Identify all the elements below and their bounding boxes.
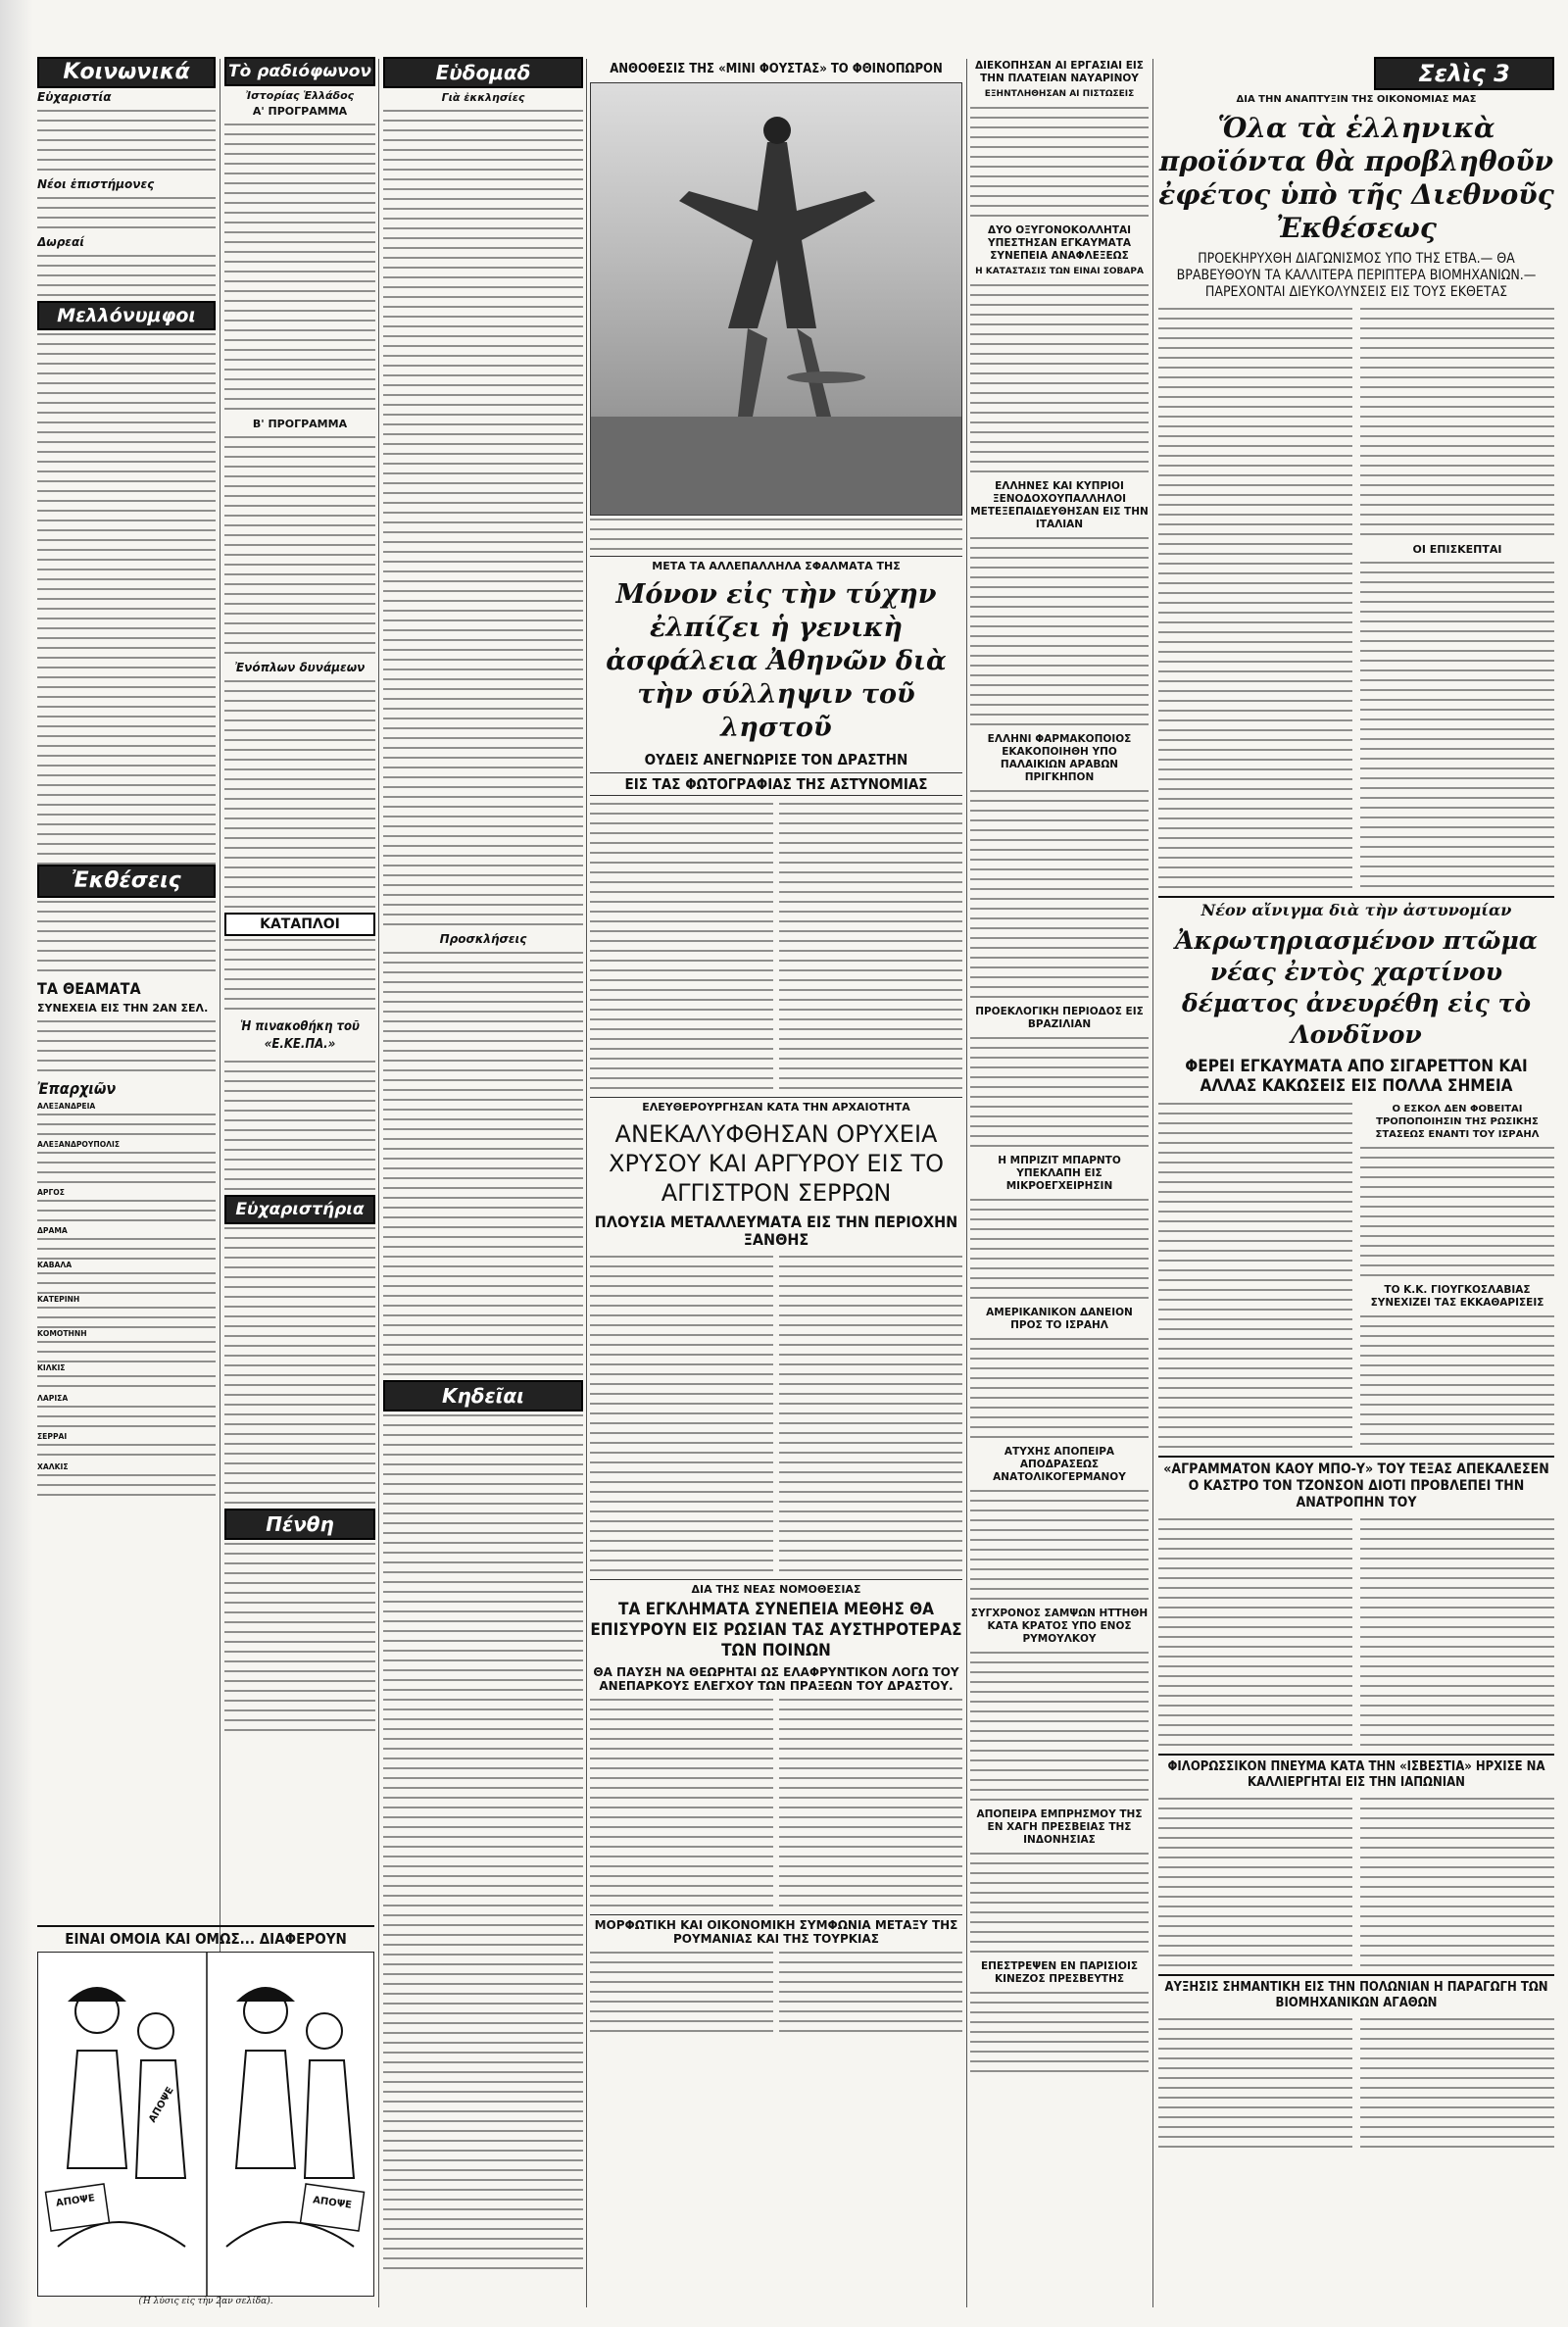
city-label: ΛΑΡΙΣΑ [37, 1394, 69, 1403]
city-label: ΑΡΓΟΣ [37, 1188, 65, 1197]
cartoon-sign: ΑΠΟΨΕ [55, 2193, 96, 2209]
subheading-program-a: Α' ΠΡΟΓΡΑΜΜΑ [252, 105, 348, 118]
section-banner-radio: Τὸ ραδιόφωνον [224, 57, 375, 86]
fashion-photo [590, 82, 962, 516]
section-banner-exhibitions: Ἐκθέσεις [37, 865, 216, 898]
province-list [37, 1102, 216, 1501]
headline-poland: ΑΥΞΗΣΙΣ ΣΗΜΑΝΤΙΚΗ ΕΙΣ ΤΗΝ ΠΟΛΩΝΙΑΝ Η ΠΑΡΑΓΩΓΗ ΤΩΝ ΒΙΟΜΗΧΑΝΙΚΩΝ ΑΓΑΘΩΝ [1164, 1980, 1548, 2010]
city-label: ΣΕΡΡΑΙ [37, 1432, 68, 1441]
law-body [590, 1696, 962, 1911]
brief-headline: ΑΠΟΠΕΙΡΑ ΕΜΠΡΗΣΜΟΥ ΤΗΣ ΕΝ ΧΑΓΗ ΠΡΕΣΒΕΙΑΣ ΤΗΣ ΙΝΔΟΝΗΣΙΑΣ [976, 1808, 1143, 1846]
deck-mines: ΠΛΟΥΣΙΑ ΜΕΤΑΛΛΕΥΜΑΤΑ ΕΙΣ ΤΗΝ ΠΕΡΙΟΧΗΝ ΞΑΝΘΗΣ [594, 1213, 958, 1249]
subheading-program-b: Β' ΠΡΟΓΡΑΜΜΑ [252, 418, 348, 430]
cartoon-block [37, 1921, 374, 2313]
column-rule [586, 59, 587, 2307]
photo-figure [591, 83, 962, 515]
brief-headline: ΕΛΛΗΝΙ ΦΑΡΜΑΚΟΠΟΙΟΣ ΕΚΑΚΟΠΟΙΗΘΗ ΥΠΟ ΠΑΛΑΙΚΙΩΝ ΑΡΑΒΩΝ ΠΡΙΓΚΗΠΟΝ [987, 733, 1132, 783]
subheading-invitations: Προσκλήσεις [439, 932, 527, 946]
column-lead [1158, 57, 1554, 2311]
subheading-continued: ΣΥΝΕΧΕΙΑ ΕΙΣ ΤΗΝ 2ΑΝ ΣΕΛ. [37, 1002, 209, 1015]
deck-economy: ΠΡΟΕΚΗΡΥΧΘΗ ΔΙΑΓΩΝΙΣΜΟΣ ΥΠΟ ΤΗΣ ΕΤΒΑ.— ΘΑ ΒΡΑΒΕΥΘΟΥΝ ΤΑ ΚΑΛΛΙΤΕΡΑ ΠΕΡΙΠΤΕΡΑ ΒΙΟΜΗΧΑΝΙΩΝ.— ΠΑΡΕΧΟΝΤΑΙ ΔΙΕΥΚΟΛΥΝΣΕΙΣ ΕΙΣ ΤΟΥΣ ΕΚΘΕΤΑΣ [1176, 251, 1537, 300]
headline-london: Ἀκρωτηριασμένον πτῶμα νέας ἐντὸς χαρτίνου δέματος ἀνευρέθη εἰς τὸ Λονδῖνον [1175, 926, 1538, 1049]
page-gutter [0, 0, 33, 2327]
brief-headline: ΕΛΛΗΝΕΣ ΚΑΙ ΚΥΠΡΙΟΙ ΞΕΝΟΔΟΧΟΥΠΑΛΛΗΛΟΙ ΜΕΤΕΞΕΠΑΙΔΕΥΘΗΣΑΝ ΕΙΣ ΤΗΝ ΙΤΑΛΙΑΝ [970, 480, 1149, 530]
city-label: ΚΟΜΟΤΗΝΗ [37, 1329, 87, 1338]
subheading-provinces: Ἐπαρχιῶν [37, 1079, 117, 1098]
city-label: ΑΛΕΞΑΝΔΡΕΙΑ [37, 1102, 96, 1111]
mines-body [590, 1253, 962, 1576]
subheading-young-scientists: Νέοι ἐπιστήμονες [37, 177, 155, 191]
brief-headline: ΕΠΕΣΤΡΕΨΕΝ ΕΝ ΠΑΡΙΣΙΟΙΣ ΚΙΝΕΖΟΣ ΠΡΕΣΒΕΥΤΗΣ [980, 1960, 1139, 1985]
brief-subhead: ΕΞΗΝΤΛΗΘΗΣΑΝ ΑΙ ΠΙΣΤΩΣΕΙΣ [984, 89, 1135, 99]
cartoon-title: ΕΙΝΑΙ ΟΜΟΙΑ ΚΑΙ ΟΜΩΣ... ΔΙΑΦΕΡΟΥΝ [37, 1925, 374, 1948]
section-banner-thankyou: Εὐχαριστήρια [224, 1195, 375, 1224]
city-label: ΚΑΤΕΡΙΝΗ [37, 1295, 80, 1304]
section-banner-funerals: Κηδεῖαι [383, 1380, 583, 1411]
cartoon-drawing [38, 1953, 374, 2296]
headline-mines: ΑΝΕΚΑΛΥΦΘΗΣΑΝ ΟΡΥΧΕΙΑ ΧΡΥΣΟΥ ΚΑΙ ΑΡΓΥΡΟΥ ΕΙΣ ΤΟ ΑΓΓΙΣΤΡΟΝ ΣΕΡΡΩΝ [609, 1120, 944, 1207]
section-banner-mourning: Πένθη [224, 1509, 375, 1540]
subheading-thanks: Εὐχαριστία [37, 90, 112, 104]
subheading-gallery: Ἡ πινακοθήκη τοῦ «Ε.ΚΕ.ΠΑ.» [240, 1019, 360, 1052]
kicker-robbery: ΜΕΤΑ ΤΑ ΑΛΛΕΠΑΛΛΗΛΑ ΣΦΑΛΜΑΤΑ ΤΗΣ [652, 560, 901, 572]
brief-subhead: Η ΚΑΤΑΣΤΑΣΙΣ ΤΩΝ ΕΙΝΑΙ ΣΟΒΑΡΑ [975, 267, 1144, 276]
city-label: ΚΑΒΑΛΑ [37, 1261, 73, 1269]
brief-headline: ΑΜΕΡΙΚΑΝΙΚΟΝ ΔΑΝΕΙΟΝ ΠΡΟΣ ΤΟ ΙΣΡΑΗΛ [986, 1307, 1133, 1331]
cartoon-sign: ΑΠΟΨΕ [312, 2195, 353, 2211]
page-number-tab: Σελὶς 3 [1374, 57, 1554, 90]
brief-headline: ΑΤΥΧΗΣ ΑΠΟΠΕΙΡΑ ΑΠΟΔΡΑΣΕΩΣ ΑΝΑΤΟΛΙΚΟΓΕΡΜΑΝΟΥ [993, 1446, 1126, 1483]
column-social [37, 57, 216, 1929]
column-weekly [383, 57, 583, 2311]
london-body [1158, 1100, 1554, 1453]
subheading-visitors: ΟΙ ΕΠΙΣΚΕΠΤΑΙ [1412, 543, 1502, 556]
subheading-theatres: ΤΑ ΘΕΑΜΑΤΑ [37, 979, 141, 998]
castro-body [1158, 1515, 1554, 1751]
brief-headline: ΣΥΓΧΡΟΝΟΣ ΣΑΜΨΩΝ ΗΤΤΗΘΗ ΚΑΤΑ ΚΡΑΤΟΣ ΥΠΟ ΕΝΟΣ ΡΥΜΟΥΛΚΟΥ [970, 1608, 1149, 1645]
photo-title: ΑΝΘΟΘΕΣΙΣ ΤΗΣ «ΜΙΝΙ ΦΟΥΣΤΑΣ» ΤΟ ΦΘΙΝΟΠΩΡΟΝ [610, 62, 943, 76]
deck-robbery-1: ΟΥΔΕΙΣ ΑΝΕΓΝΩΡΙΣΕ ΤΟΝ ΔΡΑΣΤΗΝ [644, 751, 908, 768]
section-banner-social: Κοινωνικά [37, 57, 216, 88]
city-label: ΔΡΑΜΑ [37, 1226, 68, 1235]
subheading-churches: Γιὰ ἐκκλησίες [441, 91, 525, 104]
side-headline: ΤΟ Κ.Κ. ΓΙΟΥΓΚΟΣΛΑΒΙΑΣ ΣΥΝΕΧΙΖΕΙ ΤΑΣ ΕΚΚΑΘΑΡΙΣΕΙΣ [1370, 1284, 1544, 1309]
subheading-donations: Δωρεαί [37, 235, 84, 249]
cartoon-sign: ΑΠΟΨΕ [147, 2085, 176, 2125]
kicker-mines: ΕΛΕΥΘΕΡΟΥΡΓΗΣΑΝ ΚΑΤΑ ΤΗΝ ΑΡΧΑΙΟΤΗΤΑ [642, 1101, 910, 1114]
brief-headline: ΔΙΕΚΟΠΗΣΑΝ ΑΙ ΕΡΓΑΣΙΑΙ ΕΙΣ ΤΗΝ ΠΛΑΤΕΙΑΝ ΝΑΥΑΡΙΝΟΥ [975, 60, 1144, 84]
headline-robbery: Μόνον εἰς τὴν τύχην ἐλπίζει ἡ γενικὴ ἀσφάλεια Ἀθηνῶν διὰ τὴν σύλληψιν τοῦ ληστοῦ [606, 579, 947, 743]
kicker-economy: ΔΙΑ ΤΗΝ ΑΝΑΠΤΥΞΙΝ ΤΗΣ ΟΙΚΟΝΟΜΙΑΣ ΜΑΣ [1236, 94, 1477, 105]
romania-body [590, 1949, 962, 2037]
economy-body [1158, 305, 1554, 893]
column-rule [378, 59, 379, 2307]
brief-headline: ΠΡΟΕΚΛΟΓΙΚΗ ΠΕΡΙΟΔΟΣ ΕΙΣ ΒΡΑΖΙΛΙΑΝ [975, 1006, 1144, 1030]
deck-robbery-2: ΕΙΣ ΤΑΣ ΦΩΤΟΓΡΑΦΙΑΣ ΤΗΣ ΑΣΤΥΝΟΜΙΑΣ [590, 772, 962, 796]
column-rule [966, 59, 967, 2307]
page-tab-row [1158, 57, 1554, 90]
section-banner-arrivals: ΚΑΤΑΠΛΟΙ [224, 913, 375, 936]
headline-castro: «ΑΓΡΑΜΜΑΤΟΝ ΚΑΟΥ ΜΠΟ-Υ» ΤΟΥ ΤΕΞΑΣ ΑΠΕΚΑΛΕΣΕΝ Ο ΚΑΣΤΡΟ ΤΟΝ ΤΖΟΝΣΟΝ ΔΙΟΤΙ ΠΡΟΒΛΕΠΕΙ ΤΗΝ ΑΝΑΤΡΟΠΗΝ ΤΟΥ [1163, 1461, 1549, 1510]
column-briefs [970, 57, 1149, 2311]
city-label: ΑΛΕΞΑΝΔΡΟΥΠΟΛΙΣ [37, 1140, 121, 1149]
cartoon-caption: (Ἡ λύσις εἰς τὴν 2αν σελίδα). [138, 2297, 273, 2306]
brief-headline: Η ΜΠΡΙΖΙΤ ΜΠΑΡΝΤΟ ΥΠΕΚΛΑΠΗ ΕΙΣ ΜΙΚΡΟΕΓΧΕΙΡΗΣΙΝ [998, 1155, 1121, 1192]
headline-economy: Ὅλα τὰ ἑλληνικὰ προϊόντα θὰ προβληθοῦν ἐφέτος ὑπὸ τῆς Διεθνοῦς Ἐκθέσεως [1158, 112, 1554, 244]
city-label: ΚΙΛΚΙΣ [37, 1363, 66, 1372]
side-headline: Ο ΕΣΚΟΛ ΔΕΝ ΦΟΒΕΙΤΑΙ ΤΡΟΠΟΠΟΙΗΣΙΝ ΤΗΣ ΡΩΣΙΚΗΣ ΣΤΑΣΕΩΣ ΕΝΑΝΤΙ ΤΟΥ ΙΣΡΑΗΛ [1375, 1104, 1540, 1140]
subheading-armed-forces: Ἐνόπλων δυνάμεων [234, 661, 366, 674]
cartoon-panels [37, 1952, 374, 2297]
city-label: ΧΑΛΚΙΣ [37, 1462, 69, 1471]
section-banner-engaged: Μελλόνυμφοι [37, 301, 216, 330]
poland-body [1158, 2015, 1554, 2153]
brief-headline: ΔΥΟ ΟΞΥΓΟΝΟΚΟΛΛΗΤΑΙ ΥΠΕΣΤΗΣΑΝ ΕΓΚΑΥΜΑΤΑ ΣΥΝΕΠΕΙΑ ΑΝΑΦΛΕΞΕΩΣ [987, 224, 1132, 262]
deck-london: ΦΕΡΕΙ ΕΓΚΑΥΜΑΤΑ ΑΠΟ ΣΙΓΑΡΕΤΤΟΝ ΚΑΙ ΑΛΛΑΣ ΚΑΚΩΣΕΙΣ ΕΙΣ ΠΟΛΛΑ ΣΗΜΕΙΑ [1185, 1057, 1528, 1096]
section-banner-weekly: Εὑδομαδ [383, 57, 583, 88]
column-rule [1152, 59, 1153, 2307]
column-radio [224, 57, 375, 1929]
kicker-law: ΔΙΑ ΤΗΣ ΝΕΑΣ ΝΟΜΟΘΕΣΙΑΣ [691, 1583, 861, 1596]
deck-law: ΘΑ ΠΑΥΣΗ ΝΑ ΘΕΩΡΗΤΑΙ ΩΣ ΕΛΑΦΡΥΝΤΙΚΟΝ ΛΟΓΩ ΤΟΥ ΑΝΕΠΑΡΚΟΥΣ ΕΛΕΓΧΟΥ ΤΩΝ ΠΡΑΞΕΩΝ ΤΟΥ ΔΡΑΣΤΟΥ. [593, 1665, 959, 1693]
subheading-history: Ἰστορίας Ἑλλάδος [245, 89, 355, 102]
headline-romania: ΜΟΡΦΩΤΙΚΗ ΚΑΙ ΟΙΚΟΝΟΜΙΚΗ ΣΥΜΦΩΝΙΑ ΜΕΤΑΞΥ ΤΗΣ ΡΟΥΜΑΝΙΑΣ ΚΑΙ ΤΗΣ ΤΟΥΡΚΙΑΣ [594, 1918, 958, 1946]
column-center [590, 57, 962, 2311]
headline-law: ΤΑ ΕΓΚΛΗΜΑΤΑ ΣΥΝΕΠΕΙΑ ΜΕΘΗΣ ΘΑ ΕΠΙΣΥΡΟΥΝ ΕΙΣ ΡΩΣΙΑΝ ΤΑΣ ΑΥΣΤΗΡΟΤΕΡΑΣ ΤΩΝ ΠΟΙΝΩΝ [590, 1600, 962, 1660]
kicker-london: Νέον αἴνιγμα διὰ τὴν ἀστυνομίαν [1200, 901, 1512, 919]
robbery-body [590, 800, 962, 1094]
headline-japan: ΦΙΛΟΡΩΣΣΙΚΟΝ ΠΝΕΥΜΑ ΚΑΤΑ ΤΗΝ «ΙΣΒΕΣΤΙΑ» ΗΡΧΙΣΕ ΝΑ ΚΑΛΛΙΕΡΓΗΤΑΙ ΕΙΣ ΤΗΝ ΙΑΠΩΝΙΑΝ [1167, 1759, 1545, 1790]
japan-body [1158, 1795, 1554, 1971]
